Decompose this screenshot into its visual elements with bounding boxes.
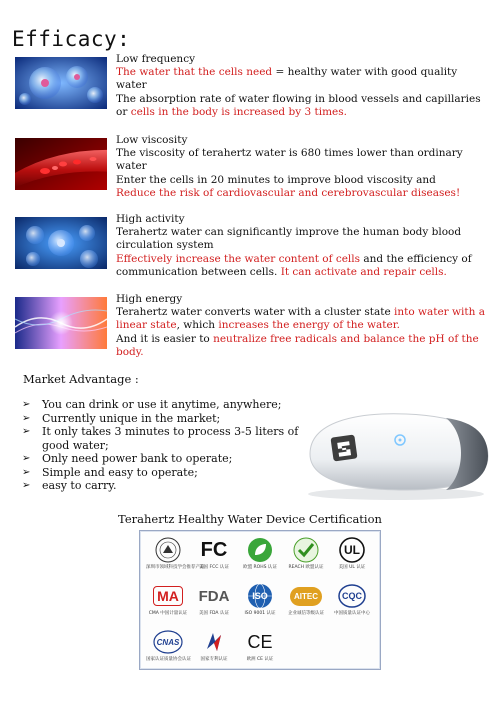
arrow-bullet-icon: ➢ — [22, 466, 31, 478]
list-item: ➢ Only need power bank to operate; — [22, 452, 233, 465]
device-image — [296, 396, 496, 506]
ce-icon: CE — [247, 631, 273, 652]
arrow-bullet-icon: ➢ — [22, 426, 31, 437]
arrow-bullet-icon: ➢ — [22, 480, 31, 491]
efficacy-line: The water that the cells need = healthy water with good quality water — [116, 66, 458, 92]
arrow-bullet-icon: ➢ — [22, 453, 31, 464]
fcc-icon: FC — [200, 538, 228, 561]
cert-logo-aitec: AITEC 企业诚信等级认证 — [284, 583, 328, 616]
rohs-leaf-icon — [247, 537, 273, 563]
list-item: ➢ Simple and easy to operate; — [22, 465, 198, 479]
cert-logo-cnas: CNAS 国家认证质量协会认证 — [146, 629, 190, 662]
cma-icon: MA — [153, 586, 183, 606]
cert-logo-ul: UL 美国 UL 认证 — [330, 537, 374, 570]
arrow-bullet-icon: ➢ — [22, 399, 31, 410]
energy-image — [15, 297, 107, 349]
cert-logo-reach: REACH 欧盟认证 — [284, 537, 328, 570]
certification-title: Terahertz Healthy Water Device Certification — [118, 512, 382, 526]
cert-logo-rohs: 欧盟 ROHS 认证 — [238, 537, 282, 570]
efficacy-heading: Low viscosity — [116, 134, 188, 146]
cert-logo-cma: MA CMA 中国计量认证 — [148, 588, 188, 616]
cert-logo-fcc: FC 美国 FCC 认证 — [199, 538, 229, 570]
arrow-bullet-icon: ➢ — [22, 412, 31, 424]
cert-logo-ce: CE 欧洲 CE 认证 — [246, 631, 274, 662]
list-item: ➢ Currently unique in the market; — [22, 411, 221, 425]
certification-panel — [139, 530, 381, 670]
efficacy-heading: High activity — [116, 213, 185, 225]
market-advantage-title: Market Advantage : — [23, 372, 139, 386]
blood-vessel-image — [15, 138, 107, 190]
cert-logo-cqc: CQC 中国质量认证中心 — [330, 583, 374, 616]
cert-logo-patent: 国家专利认证 — [192, 629, 236, 662]
cells-cluster-image — [15, 217, 107, 269]
efficacy-heading: Low frequency — [116, 53, 196, 65]
seal-icon — [155, 537, 181, 563]
cert-logo-iso: ISO ISO 9001 认证 — [238, 583, 282, 616]
list-item: ➢ easy to carry. — [22, 479, 117, 492]
efficacy-line: The viscosity of terahertz water is 680 times lower than ordinary water — [116, 147, 463, 173]
page-title: Efficacy: — [12, 27, 131, 51]
market-advantage-list — [22, 398, 312, 493]
efficacy-line: Terahertz water converts water with a cluster state into water with a linear state, which increases the energy of the water. — [116, 306, 485, 332]
patent-icon — [201, 629, 227, 655]
efficacy-line: Enter the cells in 20 minutes to improve blood viscosity and — [116, 173, 436, 186]
cert-logo-fda: FDA 美国 FDA 认证 — [198, 587, 230, 616]
efficacy-line: Effectively increase the water content of cells and the efficiency of communication between cells. It can activate and repair cells. — [116, 252, 472, 278]
efficacy-item-low-frequency — [15, 53, 493, 117]
efficacy-item-low-viscosity — [15, 134, 493, 200]
reach-check-icon — [292, 537, 320, 563]
aitec-icon: AITEC — [290, 587, 322, 606]
fda-icon: FDA — [198, 587, 230, 605]
list-item: ➢ It only takes 3 minutes to process 3-5 liters of good water; — [22, 425, 299, 452]
efficacy-line: The absorption rate of water flowing in blood vessels and capillaries or cells in the body is increased by 3 times. — [116, 92, 481, 118]
list-item: ➢ You can drink or use it anytime, anywhere; — [22, 398, 282, 411]
efficacy-line: And it is easier to neutralize free radicals and balance the pH of the body. — [116, 332, 479, 358]
efficacy-heading: High energy — [116, 293, 183, 305]
efficacy-item-high-energy — [15, 293, 493, 359]
cert-logo-shenzhen: 深圳市领域科技学会推荐产品 — [146, 537, 190, 570]
efficacy-item-high-activity — [15, 213, 493, 277]
cells-image — [15, 57, 107, 109]
efficacy-line: Reduce the risk of cardiovascular and cerebrovascular diseases! — [116, 186, 461, 199]
efficacy-line: Terahertz water can significantly improve the human body blood circulation system — [116, 226, 462, 252]
